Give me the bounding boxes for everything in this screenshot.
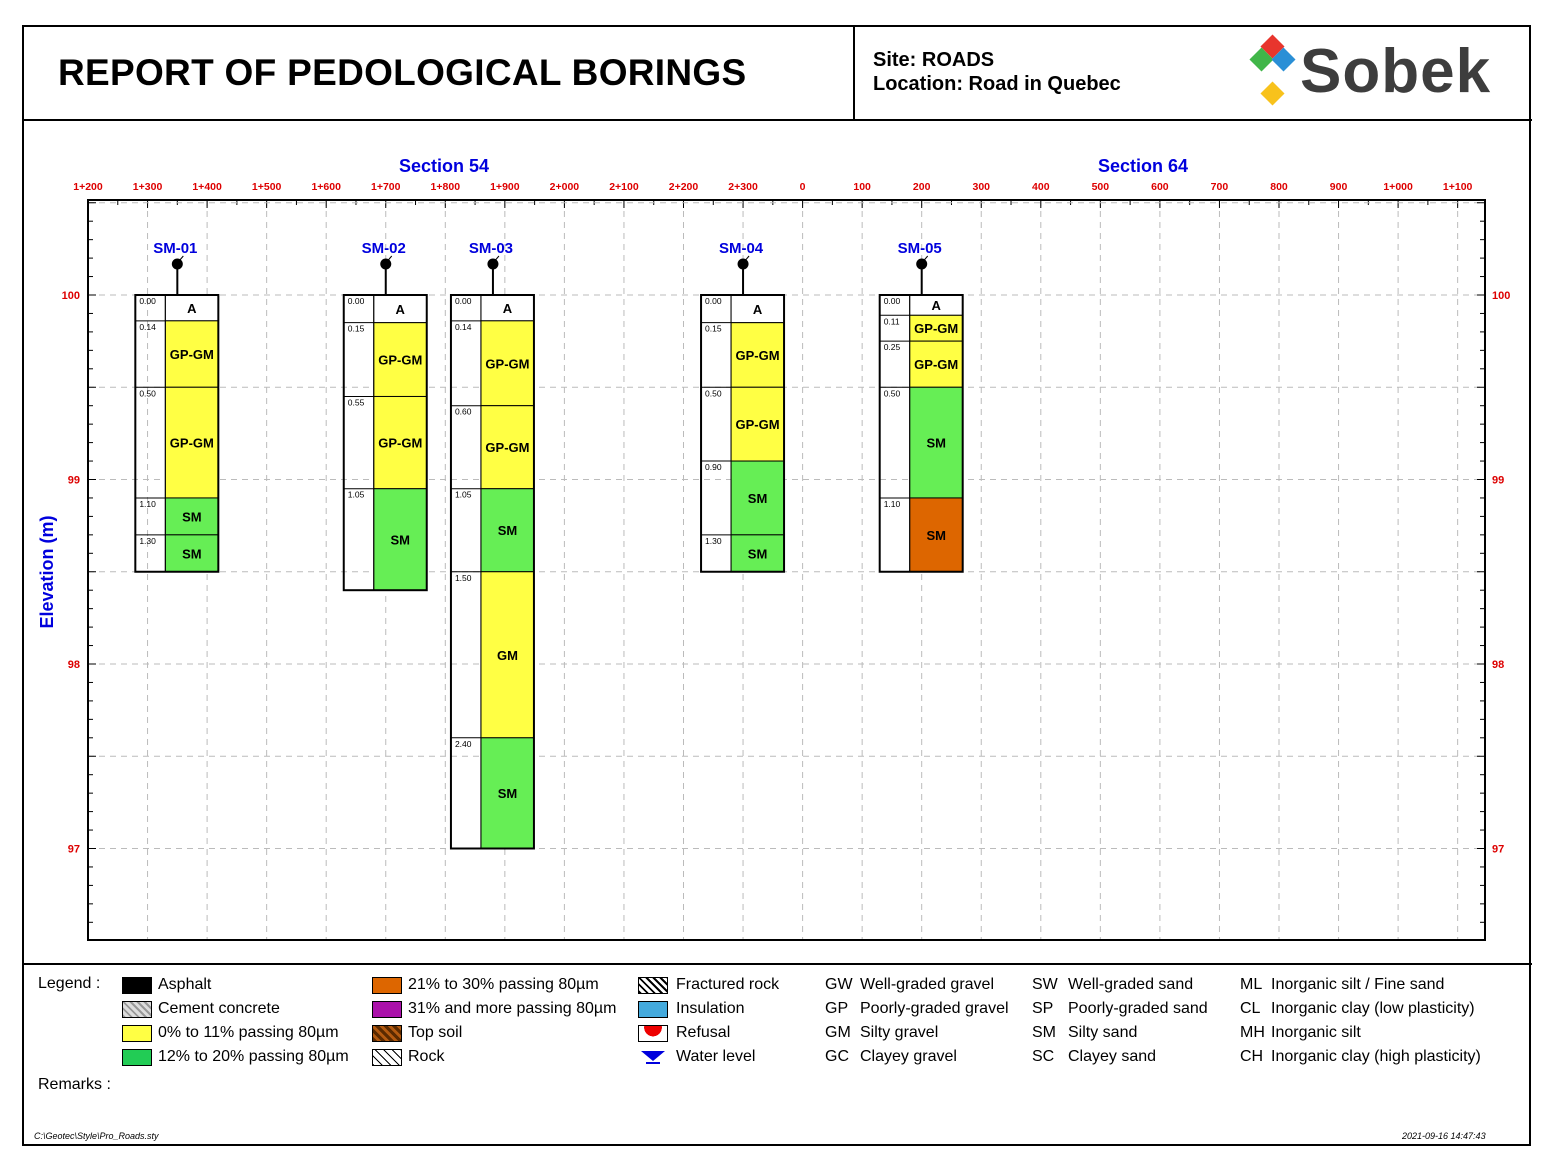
x-tick-label: 2+000 (549, 181, 580, 193)
soil-code-label: GM (496, 647, 518, 663)
x-tick-label: 2+300 (728, 181, 758, 193)
soil-code-label: A (502, 300, 513, 316)
print-timestamp: 2021-09-16 14:47:43 (1402, 1131, 1486, 1141)
legend-item-label: 21% to 30% passing 80µm (408, 976, 599, 993)
soil-code-label: SM (926, 435, 946, 451)
x-tick-label: 1+200 (73, 181, 103, 193)
y-tick-label-right: 98 (1492, 659, 1505, 671)
soil-code: SC (1032, 1048, 1055, 1065)
soil-code-label: A (395, 301, 405, 317)
y-tick-label-right: 97 (1492, 843, 1505, 856)
depth-label: 0.00 (705, 296, 722, 306)
soil-code-label: SM (497, 786, 518, 802)
soil-code: SM (1032, 1024, 1056, 1041)
legend-item-label: Cement concrete (158, 1000, 280, 1017)
soil-code-label: SM (747, 546, 768, 562)
boring-id-label: SM-04 (718, 240, 764, 257)
x-tick-label: 700 (1210, 181, 1229, 193)
y-tick-label-left: 99 (67, 474, 80, 487)
legend-item-label: 31% and more passing 80µm (408, 1000, 617, 1017)
depth-label: 0.50 (883, 388, 901, 399)
depth-label: 0.15 (705, 323, 722, 334)
soil-code: GP (825, 1000, 849, 1017)
legend-swatch-insulation (638, 1001, 668, 1018)
depth-label: 0.14 (139, 321, 156, 332)
x-tick-label: 1+300 (132, 181, 163, 193)
remarks-label: Remarks : (38, 1076, 111, 1093)
x-tick-label: 900 (1329, 181, 1348, 193)
depth-label: 1.30 (139, 535, 156, 546)
y-axis-label: Elevation (m) (37, 515, 57, 629)
x-tick-label: 100 (853, 181, 871, 193)
soil-code-label: GP-GM (169, 435, 214, 451)
legend-item-label: 12% to 20% passing 80µm (158, 1048, 349, 1065)
soil-code-label: GP-GM (378, 435, 423, 451)
soil-code-label: A (931, 298, 941, 314)
depth-label: 0.50 (705, 388, 722, 399)
depth-label: 1.50 (454, 572, 472, 583)
soil-code-label: SM (182, 546, 202, 562)
depth-label: 0.60 (454, 406, 472, 417)
y-tick-label-right: 100 (1492, 290, 1511, 302)
legend-item-label: Asphalt (158, 976, 212, 993)
legend-swatch-orange (372, 977, 402, 994)
legend-swatch-rock (372, 1049, 402, 1066)
soil-code-label: GP-GM (169, 347, 214, 363)
x-tick-label: 1+000 (1383, 181, 1413, 193)
legend-swatch-asphalt (122, 977, 152, 994)
soil-code-label: A (187, 300, 197, 316)
boring-id-label: SM-01 (153, 240, 198, 257)
x-tick-label: 300 (972, 181, 991, 193)
depth-label: 0.90 (705, 462, 722, 473)
x-tick-label: 1+800 (430, 181, 461, 193)
legend-swatch-yellow (122, 1025, 152, 1042)
depth-label: 2.40 (454, 738, 472, 749)
legend-swatch-refusal (638, 1025, 668, 1042)
x-tick-label: 1+500 (251, 181, 282, 193)
soil-code-description: Inorganic silt / Fine sand (1271, 976, 1445, 993)
logo-text: Sobek (1300, 37, 1492, 106)
section-title: Section 54 (398, 156, 490, 176)
depth-label: 1.05 (347, 489, 365, 500)
soil-code: GM (825, 1024, 851, 1041)
report-title: REPORT OF PEDOLOGICAL BORINGS (58, 52, 747, 93)
depth-label: 1.10 (883, 498, 901, 509)
plot-frame (88, 200, 1485, 940)
depth-label: 0.50 (139, 388, 156, 399)
legend-swatch-topsoil (372, 1025, 402, 1042)
x-tick-label: 1+700 (371, 181, 401, 193)
soil-code-description: Clayey gravel (860, 1048, 957, 1065)
boring-id-label: SM-03 (468, 240, 514, 257)
legend-item-label: Rock (408, 1048, 445, 1065)
depth-label: 0.25 (883, 342, 901, 353)
x-tick-label: 1+400 (192, 181, 222, 193)
legend-item-label: Fractured rock (676, 976, 780, 993)
x-tick-label: 1+100 (1442, 181, 1473, 193)
depth-label: 0.15 (347, 323, 365, 334)
depth-label: 1.05 (454, 489, 472, 500)
y-tick-label-left: 98 (67, 659, 80, 671)
soil-code: GC (825, 1048, 849, 1065)
section-title: Section 64 (1097, 156, 1189, 176)
soil-code-label: SM (390, 532, 410, 548)
soil-code-description: Silty sand (1068, 1024, 1138, 1041)
depth-label: 0.00 (139, 296, 156, 306)
x-tick-label: 0 (799, 181, 806, 193)
soil-code: MH (1240, 1024, 1265, 1041)
soil-code: GW (825, 976, 853, 993)
legend-title: Legend : (38, 975, 101, 992)
soil-code-label: SM (926, 527, 946, 543)
soil-code-label: A (752, 301, 763, 317)
style-file-path: C:\Geotec\Style\Pro_Roads.sty (34, 1131, 159, 1141)
legend-swatch-fractured (638, 977, 668, 994)
soil-code-label: GP-GM (378, 352, 423, 368)
soil-code-description: Inorganic clay (high plasticity) (1271, 1048, 1481, 1065)
depth-label: 0.55 (347, 397, 365, 408)
soil-code-description: Inorganic clay (low plasticity) (1271, 1000, 1475, 1017)
soil-code-label: GP-GM (914, 357, 959, 373)
x-tick-label: 500 (1091, 181, 1110, 193)
legend-item-label: Insulation (676, 1000, 745, 1017)
soil-code-description: Poorly-graded gravel (860, 1000, 1009, 1017)
soil-code-label: SM (182, 509, 202, 525)
legend-divider (22, 963, 1532, 965)
legend-item-label: Top soil (408, 1024, 463, 1041)
x-tick-label: 200 (912, 181, 931, 193)
legend-swatch-green (122, 1049, 152, 1066)
soil-code-description: Well-graded sand (1068, 976, 1194, 993)
soil-code-label: GP-GM (735, 347, 780, 363)
y-tick-label-left: 97 (67, 843, 80, 856)
legend-swatch-water (638, 1049, 668, 1066)
legend-item-label: Refusal (676, 1024, 731, 1041)
legend-swatch-purple (372, 1001, 402, 1018)
x-tick-label: 600 (1151, 181, 1169, 193)
soil-code-label: GP-GM (485, 440, 530, 456)
depth-label: 1.30 (705, 535, 722, 546)
y-tick-label-left: 100 (61, 290, 80, 302)
soil-code-description: Clayey sand (1068, 1048, 1157, 1065)
x-tick-label: 1+900 (490, 181, 520, 193)
x-tick-label: 400 (1032, 181, 1050, 193)
depth-label: 0.14 (454, 321, 472, 332)
soil-code: CL (1240, 1000, 1261, 1017)
soil-code-description: Well-graded gravel (860, 976, 994, 993)
x-tick-label: 800 (1270, 181, 1288, 193)
soil-code-description: Inorganic silt (1271, 1024, 1361, 1041)
legend-item-label: Water level (676, 1048, 756, 1065)
soil-code: CH (1240, 1048, 1264, 1065)
depth-label: 0.00 (347, 296, 365, 306)
legend-swatch-concrete (122, 1001, 152, 1018)
site-name: Site: ROADS (873, 49, 995, 71)
soil-code-label: SM (497, 523, 518, 539)
depth-label: 0.00 (454, 296, 472, 306)
water-level-icon (638, 1049, 668, 1066)
soil-code-label: GP-GM (735, 417, 780, 433)
x-tick-label: 1+600 (311, 181, 341, 193)
site-location: Location: Road in Quebec (873, 73, 1121, 95)
depth-label: 0.00 (883, 296, 901, 306)
legend-item-label: 0% to 11% passing 80µm (158, 1024, 339, 1041)
boring-id-label: SM-02 (361, 240, 406, 257)
x-tick-label: 2+100 (609, 181, 639, 193)
boring-id-label: SM-05 (897, 240, 942, 257)
y-tick-label-right: 99 (1492, 474, 1505, 487)
depth-label: 0.11 (883, 316, 900, 327)
x-tick-label: 2+200 (668, 181, 699, 193)
soil-code-description: Poorly-graded sand (1068, 1000, 1208, 1017)
depth-label: 1.10 (139, 498, 156, 509)
soil-code: SW (1032, 976, 1058, 993)
soil-code-description: Silty gravel (860, 1024, 939, 1041)
soil-code-label: SM (747, 490, 768, 506)
soil-code: ML (1240, 976, 1263, 993)
soil-code-label: GP-GM (914, 321, 959, 337)
soil-code-label: GP-GM (485, 356, 530, 372)
soil-code: SP (1032, 1000, 1054, 1017)
